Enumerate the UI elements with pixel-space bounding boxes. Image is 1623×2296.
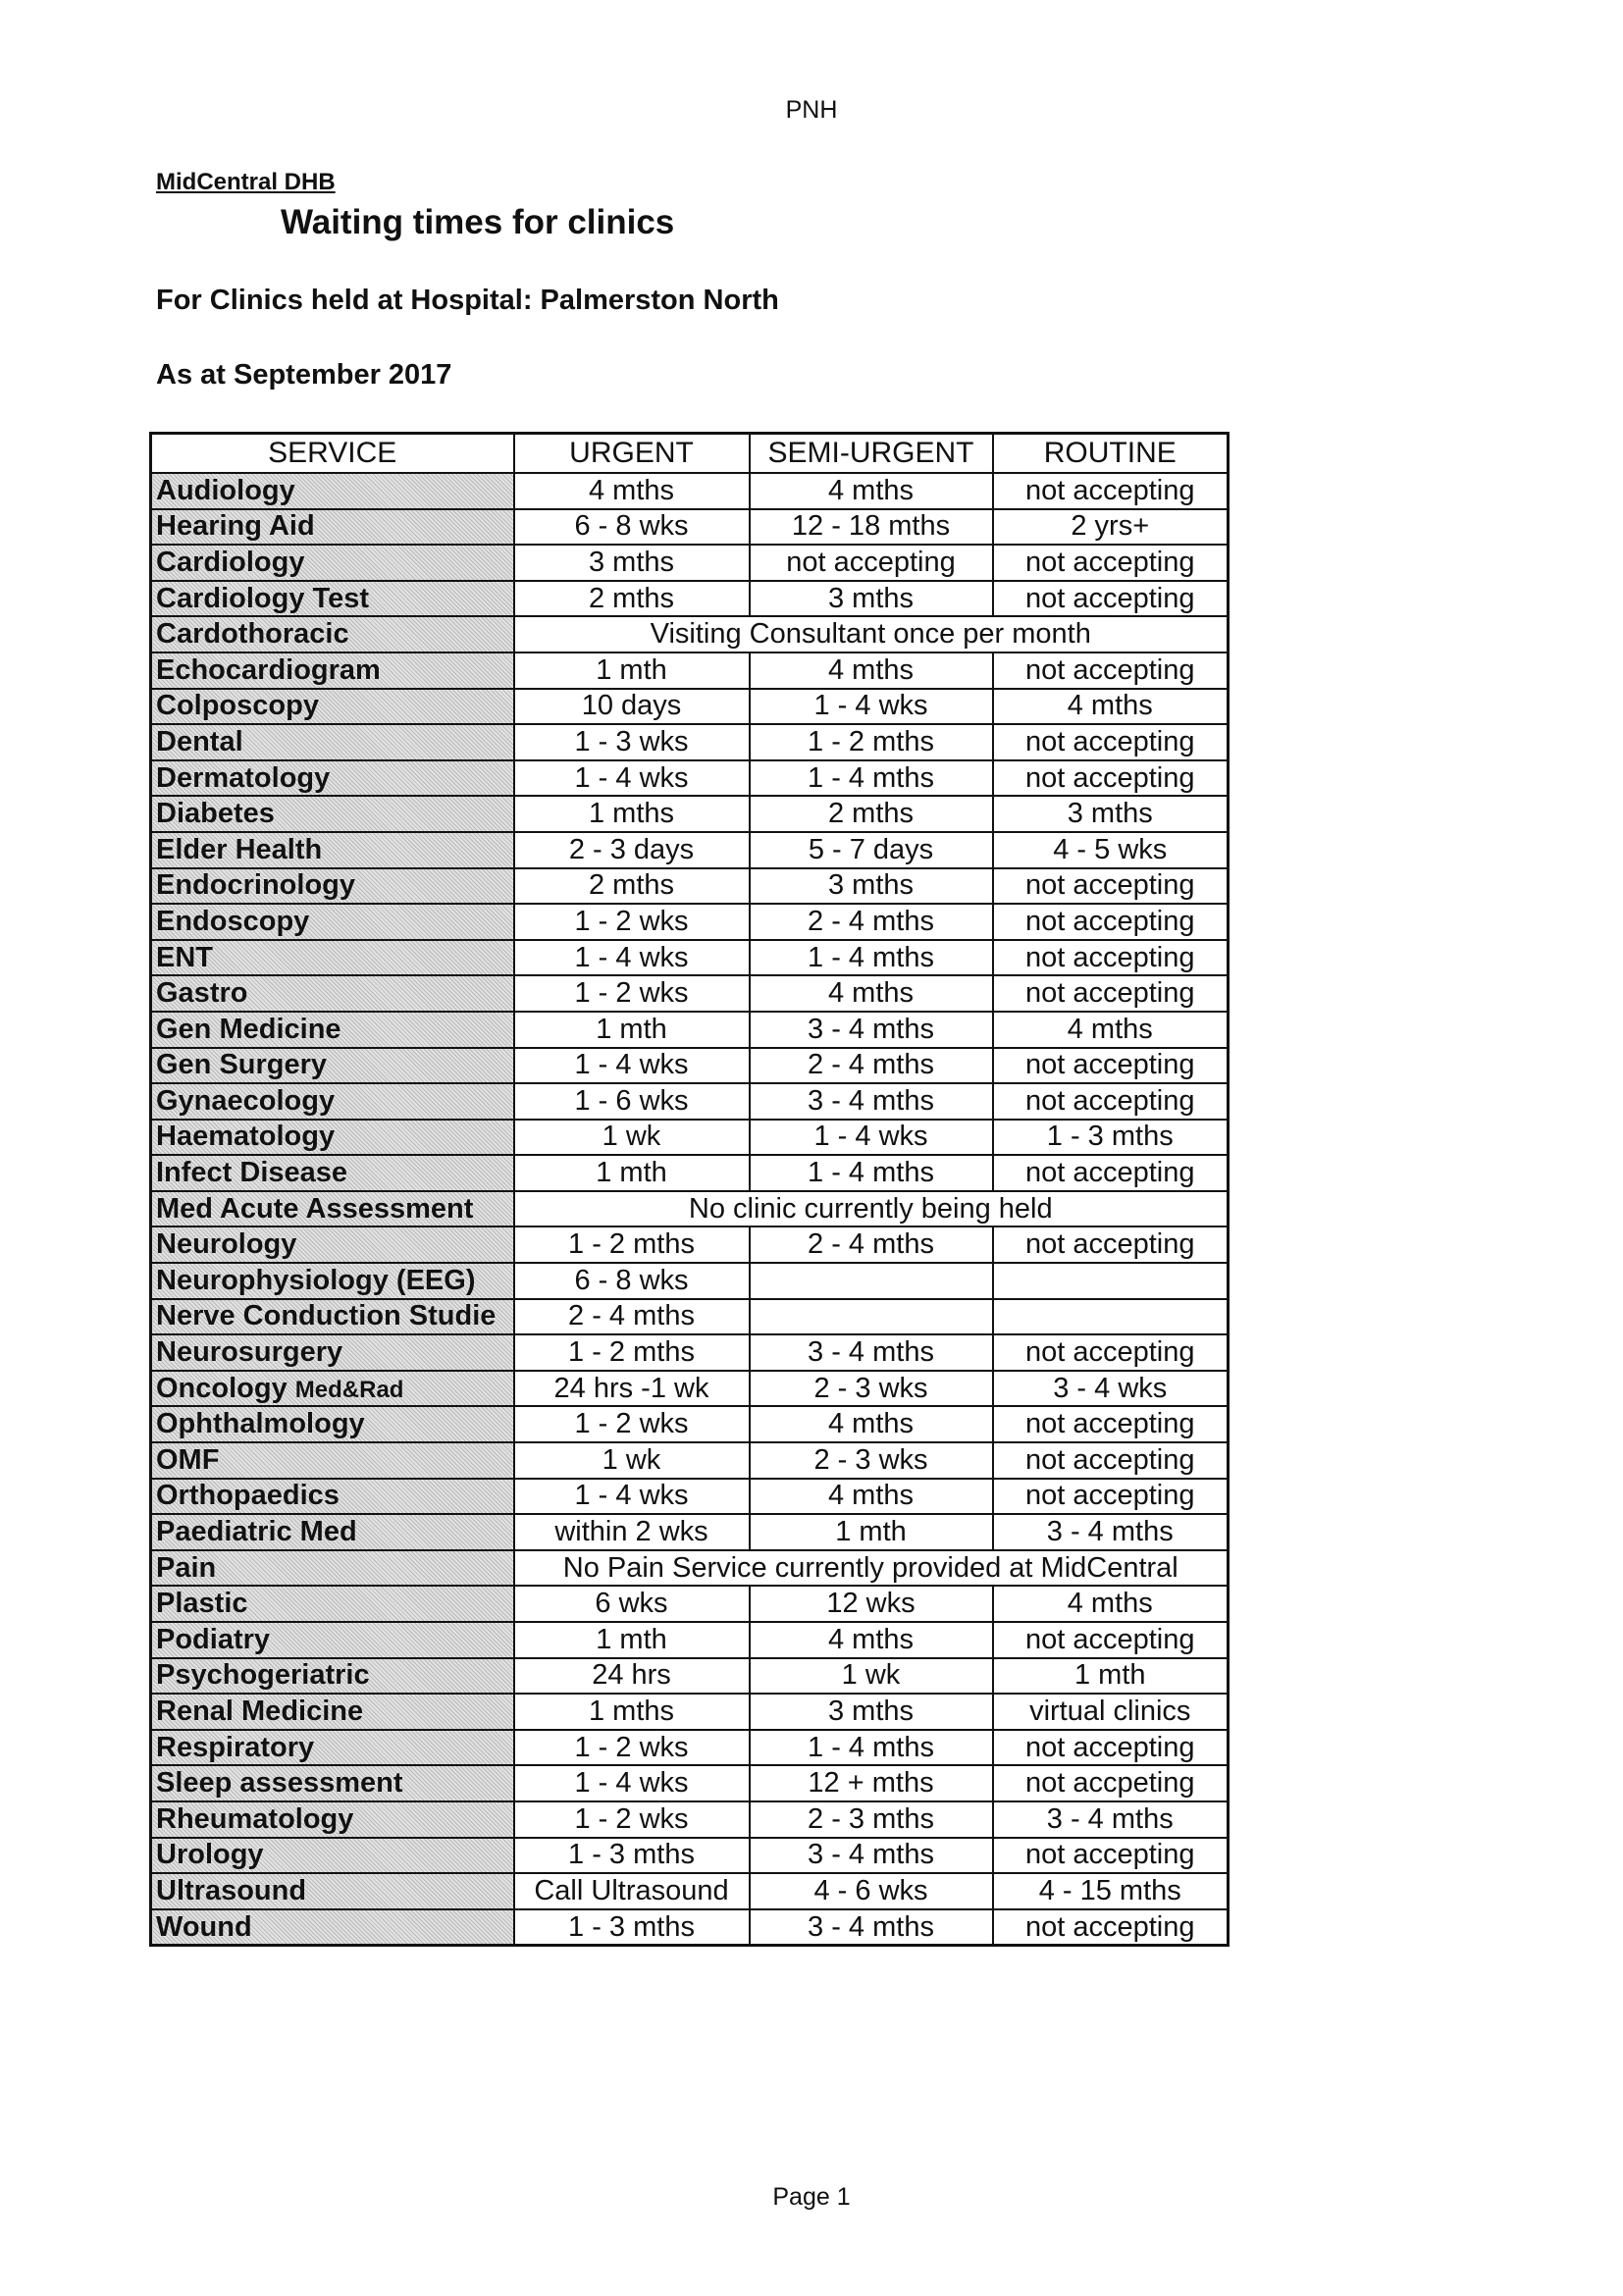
table-row [151, 1550, 1229, 1587]
service-name [151, 1048, 514, 1084]
routine-wait: not accepting [993, 760, 1229, 797]
semi-urgent-wait: 3 mths [750, 581, 993, 617]
table-row [151, 1801, 1229, 1838]
service-name [151, 473, 514, 509]
service-name [151, 1083, 514, 1120]
semi-urgent-wait: 1 - 4 wks [750, 689, 993, 725]
semi-urgent-wait: 1 - 2 mths [750, 724, 993, 760]
service-label: Diabetes [156, 798, 275, 830]
service-name [151, 652, 514, 689]
table-row [151, 724, 1229, 760]
routine-wait: 1 mth [993, 1658, 1229, 1695]
table-row [151, 616, 1229, 652]
table-row [151, 868, 1229, 905]
table-row [151, 1406, 1229, 1442]
urgent-wait: 2 - 3 days [514, 832, 750, 868]
service-label: ENT [156, 941, 213, 973]
semi-urgent-wait: 12 + mths [750, 1765, 993, 1801]
service-name [151, 1371, 514, 1407]
urgent-wait: 2 mths [514, 868, 750, 905]
service-label: Urology [156, 1839, 264, 1871]
routine-wait: not accepting [993, 1334, 1229, 1371]
urgent-wait: 3 mths [514, 545, 750, 581]
service-label: Audiology [156, 474, 295, 506]
urgent-wait: 1 - 6 wks [514, 1083, 750, 1120]
service-name [151, 940, 514, 976]
urgent-wait: 6 - 8 wks [514, 1263, 750, 1299]
service-label: Sleep assessment [156, 1767, 403, 1800]
service-name [151, 1406, 514, 1442]
urgent-wait: 1 - 4 wks [514, 940, 750, 976]
table-row [151, 1909, 1229, 1946]
urgent-wait: 1 wk [514, 1120, 750, 1156]
semi-urgent-wait: 2 - 3 mths [750, 1801, 993, 1838]
table-row [151, 1765, 1229, 1801]
routine-wait: not accepting [993, 1622, 1229, 1658]
table-row [151, 1299, 1229, 1335]
routine-wait: not accepting [993, 581, 1229, 617]
semi-urgent-wait: 3 - 4 mths [750, 1083, 993, 1120]
service-name [151, 975, 514, 1012]
routine-wait: not accepting [993, 1838, 1229, 1874]
semi-urgent-wait: 3 - 4 mths [750, 1334, 993, 1371]
service-label: Rheumatology [156, 1802, 354, 1835]
urgent-wait: 1 mths [514, 796, 750, 832]
routine-wait: 4 - 5 wks [993, 832, 1229, 868]
urgent-wait: 1 - 2 wks [514, 1730, 750, 1766]
table-row [151, 760, 1229, 797]
service-name [151, 1909, 514, 1946]
service-label: Podiatry [156, 1623, 271, 1655]
semi-urgent-wait: 1 wk [750, 1658, 993, 1695]
semi-urgent-wait: 3 mths [750, 868, 993, 905]
routine-wait: 4 - 15 mths [993, 1873, 1229, 1909]
semi-urgent-wait: 4 mths [750, 975, 993, 1012]
urgent-wait: 1 - 4 wks [514, 1479, 750, 1515]
service-name [151, 1226, 514, 1263]
service-label: Nerve Conduction Studie [156, 1300, 497, 1332]
routine-wait: not accepting [993, 1226, 1229, 1263]
semi-urgent-wait: 3 - 4 mths [750, 1909, 993, 1946]
table-header-row [151, 434, 1229, 474]
service-label: Cardiology [156, 546, 305, 578]
waiting-times-table [149, 432, 1230, 1947]
service-label: Endoscopy [156, 905, 310, 937]
routine-wait: not accepting [993, 1406, 1229, 1442]
table-row [151, 1586, 1229, 1622]
service-label: Endocrinology [156, 869, 355, 902]
routine-wait [993, 1299, 1229, 1335]
service-name [151, 1801, 514, 1838]
urgent-wait: 1 - 2 mths [514, 1226, 750, 1263]
table-row [151, 1658, 1229, 1695]
header-routine: ROUTINE [993, 434, 1229, 474]
table-row [151, 1120, 1229, 1156]
semi-urgent-wait: 12 - 18 mths [750, 509, 993, 546]
urgent-wait: 24 hrs [514, 1658, 750, 1695]
service-name [151, 724, 514, 760]
urgent-wait: 1 - 2 wks [514, 1801, 750, 1838]
urgent-wait: 24 hrs -1 wk [514, 1371, 750, 1407]
urgent-wait: 2 mths [514, 581, 750, 617]
semi-urgent-wait: 4 mths [750, 1406, 993, 1442]
table-body [151, 473, 1229, 1946]
service-label: Echocardiogram [156, 653, 381, 686]
routine-wait: not accepting [993, 940, 1229, 976]
table-row [151, 545, 1229, 581]
routine-wait: not accepting [993, 652, 1229, 689]
routine-wait: 1 - 3 mths [993, 1120, 1229, 1156]
service-name [151, 1120, 514, 1156]
urgent-wait: 2 - 4 mths [514, 1299, 750, 1335]
semi-urgent-wait: 2 - 4 mths [750, 1048, 993, 1084]
table-row [151, 904, 1229, 940]
urgent-wait: Call Ultrasound [514, 1873, 750, 1909]
semi-urgent-wait: 4 mths [750, 1622, 993, 1658]
service-name [151, 1550, 514, 1587]
service-name [151, 1191, 514, 1227]
service-name [151, 581, 514, 617]
service-label: Gen Surgery [156, 1049, 328, 1081]
organization-name: MidCentral DHB [156, 169, 336, 195]
table-row [151, 1514, 1229, 1550]
semi-urgent-wait: 12 wks [750, 1586, 993, 1622]
service-name [151, 1263, 514, 1299]
table-row [151, 1226, 1229, 1263]
service-name [151, 1838, 514, 1874]
table-row [151, 1479, 1229, 1515]
service-name [151, 509, 514, 546]
semi-urgent-wait: 1 - 4 mths [750, 760, 993, 797]
service-label: Psychogeriatric [156, 1659, 370, 1692]
routine-wait: not accepting [993, 1909, 1229, 1946]
urgent-wait: 10 days [514, 689, 750, 725]
service-label: OMF [156, 1443, 220, 1476]
urgent-wait: 1 - 4 wks [514, 1048, 750, 1084]
routine-wait: 4 mths [993, 1012, 1229, 1048]
service-name [151, 760, 514, 797]
header-urgent: URGENT [514, 434, 750, 474]
routine-wait: not accepting [993, 868, 1229, 905]
routine-wait: 3 mths [993, 796, 1229, 832]
merged-note: No clinic currently being held [514, 1191, 1229, 1227]
routine-wait: 3 - 4 mths [993, 1514, 1229, 1550]
urgent-wait: 1 - 3 mths [514, 1838, 750, 1874]
service-label: Paediatric Med [156, 1516, 357, 1548]
table-row [151, 1048, 1229, 1084]
table-row [151, 1838, 1229, 1874]
service-label: Med Acute Assessment [156, 1192, 474, 1225]
semi-urgent-wait: 2 - 3 wks [750, 1371, 993, 1407]
service-name [151, 689, 514, 725]
semi-urgent-wait: 1 - 4 wks [750, 1120, 993, 1156]
table-row [151, 1155, 1229, 1191]
semi-urgent-wait: 1 - 4 mths [750, 1730, 993, 1766]
table-row [151, 652, 1229, 689]
page-number: Page 1 [772, 2183, 851, 2211]
semi-urgent-wait: 1 - 4 mths [750, 940, 993, 976]
service-name [151, 545, 514, 581]
semi-urgent-wait: not accepting [750, 545, 993, 581]
service-label: Dental [156, 725, 243, 757]
routine-wait: not accpeting [993, 1765, 1229, 1801]
service-label: Plastic [156, 1588, 248, 1620]
routine-wait [993, 1263, 1229, 1299]
routine-wait: not accepting [993, 473, 1229, 509]
semi-urgent-wait [750, 1263, 993, 1299]
service-name [151, 796, 514, 832]
semi-urgent-wait: 2 - 3 wks [750, 1442, 993, 1479]
urgent-wait: 1 mth [514, 1155, 750, 1191]
urgent-wait: 1 - 4 wks [514, 1765, 750, 1801]
semi-urgent-wait: 2 - 4 mths [750, 1226, 993, 1263]
semi-urgent-wait: 4 mths [750, 652, 993, 689]
table-row [151, 1191, 1229, 1227]
service-label: Respiratory [156, 1731, 315, 1763]
header-semi-urgent: SEMI-URGENT [750, 434, 993, 474]
semi-urgent-wait: 3 mths [750, 1694, 993, 1730]
urgent-wait: within 2 wks [514, 1514, 750, 1550]
table-row [151, 1694, 1229, 1730]
merged-note: Visiting Consultant once per month [514, 616, 1229, 652]
table-row [151, 1371, 1229, 1407]
service-label: Orthopaedics [156, 1480, 340, 1512]
table-row [151, 1442, 1229, 1479]
semi-urgent-wait [750, 1299, 993, 1335]
routine-wait: not accepting [993, 975, 1229, 1012]
table-row [151, 1334, 1229, 1371]
table-row [151, 1730, 1229, 1766]
routine-wait: not accepting [993, 545, 1229, 581]
service-name [151, 1442, 514, 1479]
semi-urgent-wait: 1 - 4 mths [750, 1155, 993, 1191]
table-row [151, 1263, 1229, 1299]
routine-wait: 3 - 4 mths [993, 1801, 1229, 1838]
service-name [151, 1334, 514, 1371]
table-row [151, 581, 1229, 617]
service-name [151, 1155, 514, 1191]
service-label: Gen Medicine [156, 1013, 341, 1045]
service-name [151, 616, 514, 652]
table-row [151, 832, 1229, 868]
table-row [151, 1083, 1229, 1120]
urgent-wait: 1 - 2 wks [514, 1406, 750, 1442]
service-name [151, 1586, 514, 1622]
merged-note: No Pain Service currently provided at MidCentral [514, 1550, 1229, 1587]
semi-urgent-wait: 4 mths [750, 1479, 993, 1515]
urgent-wait: 1 mth [514, 652, 750, 689]
urgent-wait: 1 - 3 wks [514, 724, 750, 760]
service-name [151, 1622, 514, 1658]
semi-urgent-wait: 5 - 7 days [750, 832, 993, 868]
service-label: Wound [156, 1910, 252, 1943]
routine-wait: not accepting [993, 1442, 1229, 1479]
urgent-wait: 6 wks [514, 1586, 750, 1622]
service-name [151, 1479, 514, 1515]
service-name [151, 1694, 514, 1730]
service-name [151, 1514, 514, 1550]
service-label: Renal Medicine [156, 1695, 364, 1727]
service-label: Pain [156, 1551, 217, 1584]
service-label: Neurology [156, 1228, 297, 1261]
service-name [151, 832, 514, 868]
urgent-wait: 1 mth [514, 1012, 750, 1048]
service-label: Ophthalmology [156, 1408, 365, 1440]
semi-urgent-wait: 4 - 6 wks [750, 1873, 993, 1909]
table-row [151, 509, 1229, 546]
urgent-wait: 6 - 8 wks [514, 509, 750, 546]
table-row [151, 975, 1229, 1012]
urgent-wait: 1 - 2 mths [514, 1334, 750, 1371]
routine-wait: 2 yrs+ [993, 509, 1229, 546]
service-label: Cardiology Test [156, 582, 369, 614]
routine-wait: not accepting [993, 1730, 1229, 1766]
urgent-wait: 1 - 4 wks [514, 760, 750, 797]
service-name [151, 1730, 514, 1766]
semi-urgent-wait: 4 mths [750, 473, 993, 509]
service-label: Gynaecology [156, 1084, 336, 1117]
routine-wait: not accepting [993, 904, 1229, 940]
table-row [151, 689, 1229, 725]
routine-wait: 3 - 4 wks [993, 1371, 1229, 1407]
table-row [151, 1622, 1229, 1658]
service-name [151, 1873, 514, 1909]
urgent-wait: 4 mths [514, 473, 750, 509]
service-name [151, 1765, 514, 1801]
service-label: Neurophysiology (EEG) [156, 1264, 476, 1296]
urgent-wait: 1 mths [514, 1694, 750, 1730]
routine-wait: not accepting [993, 1479, 1229, 1515]
semi-urgent-wait: 3 - 4 mths [750, 1012, 993, 1048]
service-label: Elder Health [156, 833, 323, 865]
as-at-date: As at September 2017 [156, 359, 452, 391]
service-name [151, 868, 514, 905]
service-name [151, 1299, 514, 1335]
header-service: SERVICE [151, 434, 514, 474]
page-title: Waiting times for clinics [281, 203, 675, 241]
urgent-wait: 1 wk [514, 1442, 750, 1479]
routine-wait: not accepting [993, 1155, 1229, 1191]
routine-wait: not accepting [993, 724, 1229, 760]
service-suffix: Med&Rad [294, 1376, 404, 1403]
service-label: Neurosurgery [156, 1336, 343, 1369]
table-row [151, 473, 1229, 509]
urgent-wait: 1 - 2 wks [514, 975, 750, 1012]
service-label: Hearing Aid [156, 510, 315, 543]
header-mark: PNH [785, 96, 838, 124]
service-label: Dermatology [156, 761, 331, 794]
urgent-wait: 1 - 2 wks [514, 904, 750, 940]
table-row [151, 1873, 1229, 1909]
table-row [151, 796, 1229, 832]
semi-urgent-wait: 2 - 4 mths [750, 904, 993, 940]
semi-urgent-wait: 3 - 4 mths [750, 1838, 993, 1874]
service-label: Cardothoracic [156, 618, 349, 651]
service-label: Haematology [156, 1121, 336, 1153]
service-label: Gastro [156, 977, 248, 1010]
service-label: Colposcopy [156, 690, 319, 722]
table-row [151, 940, 1229, 976]
service-name [151, 904, 514, 940]
service-label: Infect Disease [156, 1157, 348, 1189]
service-name [151, 1012, 514, 1048]
semi-urgent-wait: 1 mth [750, 1514, 993, 1550]
table-row [151, 1012, 1229, 1048]
routine-wait: not accepting [993, 1083, 1229, 1120]
semi-urgent-wait: 2 mths [750, 796, 993, 832]
urgent-wait: 1 - 3 mths [514, 1909, 750, 1946]
routine-wait: 4 mths [993, 689, 1229, 725]
routine-wait: virtual clinics [993, 1694, 1229, 1730]
location-line: For Clinics held at Hospital: Palmerston North [156, 285, 779, 316]
routine-wait: 4 mths [993, 1586, 1229, 1622]
service-label: Oncology [156, 1372, 288, 1404]
routine-wait: not accepting [993, 1048, 1229, 1084]
urgent-wait: 1 mth [514, 1622, 750, 1658]
service-label: Ultrasound [156, 1874, 307, 1906]
service-name [151, 1658, 514, 1695]
